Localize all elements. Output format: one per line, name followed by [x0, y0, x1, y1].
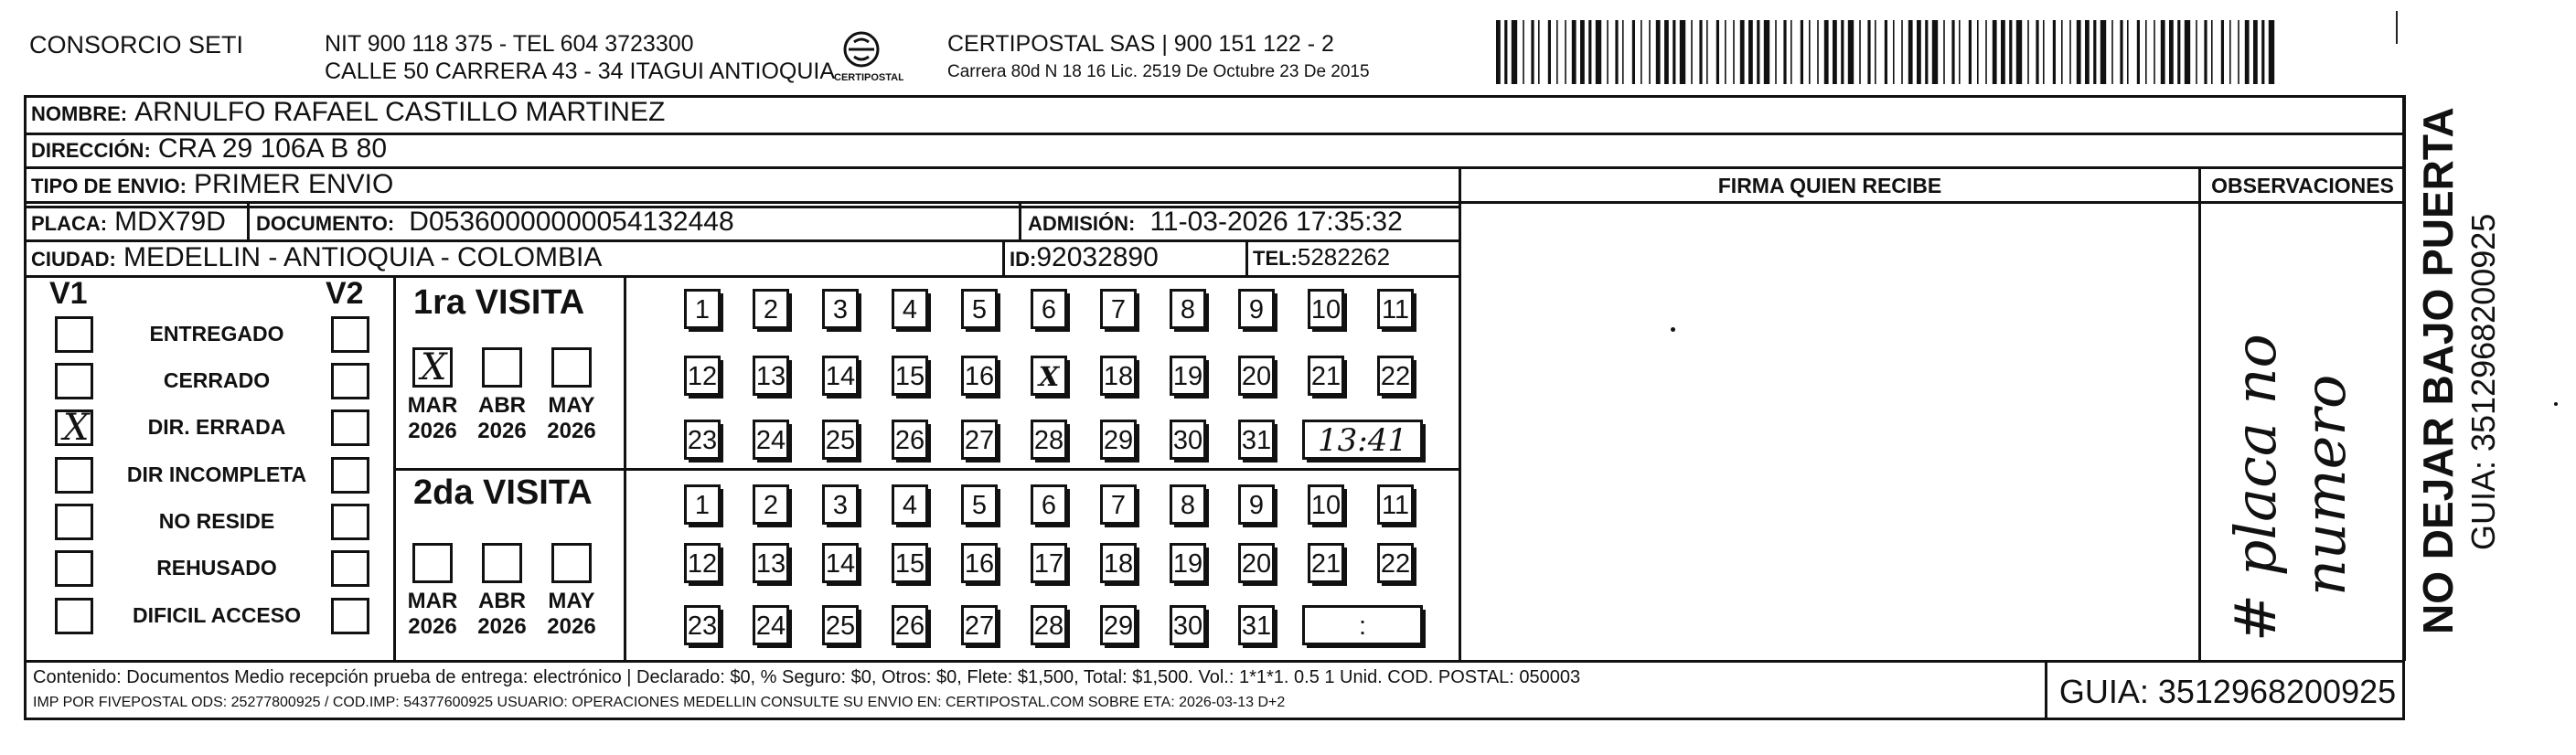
first-visit-day-box[interactable]: 10 [1308, 289, 1344, 329]
barcode-bar [2077, 20, 2081, 84]
barcode-bar [1757, 20, 1759, 84]
v2-checkbox[interactable] [331, 504, 369, 540]
v1-checkbox[interactable] [55, 550, 93, 587]
ciudad-label: CIUDAD: [31, 248, 116, 271]
barcode-bar [2016, 20, 2022, 84]
second-visit-time-box[interactable]: : [1302, 605, 1423, 645]
barcode-bar [1596, 20, 1601, 84]
barcode-bar [1740, 20, 1745, 84]
barcode-bar [1699, 20, 1702, 84]
first-visit-day-box[interactable]: 16 [961, 356, 998, 396]
second-visit-day-box[interactable]: 3 [822, 484, 859, 525]
barcode-bar [1841, 20, 1844, 84]
rule-6 [24, 275, 1459, 278]
admision-value: 11-03-2026 17:35:32 [1149, 207, 1403, 237]
first-visit-day-box[interactable]: 6 [1031, 289, 1067, 329]
documento-label: DOCUMENTO: [256, 212, 395, 235]
first-visit-day-box[interactable]: 13 [753, 356, 789, 396]
second-visit-day-box[interactable]: 31 [1238, 605, 1275, 645]
corner-mark [2396, 11, 2398, 44]
second-visit-year-label: 2026 [408, 614, 457, 639]
second-visit-day-box[interactable]: 4 [892, 484, 928, 525]
status-label: CERRADO [163, 368, 271, 392]
barcode-bar [1632, 20, 1635, 84]
tel-divider [1245, 239, 1248, 276]
v2-checkbox[interactable] [331, 409, 369, 446]
v1-checkbox[interactable] [55, 363, 93, 399]
barcode-bar [2196, 20, 2197, 84]
first-visit-day-box[interactable]: 20 [1238, 356, 1275, 396]
side-main-text: NO DEJAR BAJO PUERTA [2414, 107, 2462, 634]
barcode-bar [1548, 20, 1551, 84]
second-visit-day-box[interactable]: 22 [1377, 543, 1414, 583]
barcode-bar [1925, 20, 1928, 84]
barcode-bar [1733, 20, 1735, 84]
v2-checkbox[interactable] [331, 550, 369, 587]
first-visit-day-box[interactable]: 23 [684, 420, 721, 460]
nombre-row [31, 97, 665, 128]
barcode-bar [2177, 20, 2180, 84]
status-label: DIR INCOMPLETA [126, 463, 307, 486]
first-visit-day-box[interactable]: 18 [1100, 356, 1137, 396]
barcode-bar [1775, 20, 1777, 84]
first-visit-day-box[interactable]: 14 [822, 356, 859, 396]
documento-value: D05360000000054132448 [409, 207, 734, 237]
barcode-bar [1531, 20, 1534, 84]
first-visit-day-box[interactable]: 11 [1377, 289, 1414, 329]
footer-guia-divider [2045, 660, 2047, 720]
barcode-bar [2061, 20, 2063, 84]
barcode-bar [1764, 20, 1769, 84]
barcode-bar [2127, 20, 2129, 84]
second-visit-year-label: 2026 [547, 614, 596, 639]
barcode-bar [2120, 20, 2122, 84]
rule-footer [24, 660, 2405, 663]
second-visit-day-box[interactable]: 14 [822, 543, 859, 583]
barcode-bar [2093, 20, 2096, 84]
barcode-bar [1664, 20, 1669, 84]
first-visit-day-box[interactable]: 2 [753, 289, 789, 329]
second-visit-day-box[interactable]: 19 [1170, 543, 1206, 583]
first-visit-year-label: 2026 [408, 419, 457, 443]
second-visit-month-checkbox[interactable] [551, 543, 592, 583]
status-label: ENTREGADO [149, 322, 284, 346]
barcode-bar [1512, 20, 1517, 84]
barcode-bar [1615, 20, 1618, 84]
address-line: CALLE 50 CARRERA 43 - 34 ITAGUI ANTIOQUIA [325, 58, 836, 84]
barcode-bar [2211, 20, 2213, 84]
v2-checkbox[interactable] [331, 316, 369, 353]
first-visit-title: 1ra VISITA [413, 283, 585, 322]
first-visit-day-box[interactable]: 4 [892, 289, 928, 329]
first-visit-month-label: MAR [407, 393, 458, 418]
barcode-bar [2269, 20, 2274, 84]
barcode-bar [1572, 20, 1577, 84]
footer-line-1: Contenido: Documentos Medio recepción prueba de entrega: electrónico | Declarado: $0, % Seguro: $0, Otros: $0, Flete: $1,500, Total: $1,500. Vol.: 1*1*1. 0.5 1 Unid. COD. POSTAL: 050003 [33, 667, 1581, 687]
barcode-bar [1817, 20, 1819, 84]
v1-checkbox[interactable] [55, 457, 93, 494]
second-visit-day-box[interactable]: 26 [892, 605, 928, 645]
observation-line-1: # placa no [2222, 334, 2289, 642]
barcode-bar [1848, 20, 1854, 84]
v1-checkbox[interactable] [55, 598, 93, 634]
col-firma-left [1459, 166, 1461, 661]
footer-line-2: IMP POR FIVEPOSTAL ODS: 25277800925 / COD.IMP: 54377600925 USUARIO: OPERACIONES MEDELLIN CONSULTE SU ENVIO EN: CERTIPOSTAL.COM SOBRE ETA: 2026-03-13 D+2 [33, 695, 1286, 710]
first-visit-day-box[interactable]: 22 [1377, 356, 1414, 396]
certipostal-logo [830, 27, 903, 91]
ciudad-value: MEDELLIN - ANTIOQUIA - COLOMBIA [123, 242, 603, 272]
nombre-label: NOMBRE: [31, 102, 128, 125]
second-visit-title: 2da VISITA [413, 473, 593, 512]
id-label: ID: [1010, 248, 1037, 271]
barcode-bar [1649, 20, 1651, 84]
first-visit-day-box[interactable]: 1 [684, 289, 721, 329]
barcode-bar [1875, 20, 1876, 84]
barcode-bar [2043, 20, 2045, 84]
barcode-bar [1656, 20, 1661, 84]
barcode-bar [1943, 20, 1945, 84]
barcode-bar [2204, 20, 2207, 84]
barcode-bar [2169, 20, 2174, 84]
barcode-bar [1504, 20, 1507, 84]
second-visit-day-box[interactable]: 18 [1100, 543, 1137, 583]
barcode-bar [1673, 20, 1675, 84]
barcode-bar [1833, 20, 1837, 84]
placa-divider [247, 203, 250, 241]
direccion-value: CRA 29 106A B 80 [157, 133, 388, 164]
barcode-bar [2245, 20, 2250, 84]
barcode-bar [1959, 20, 1961, 84]
status-divider [393, 275, 396, 660]
barcode-bar [1985, 20, 1987, 84]
second-visit-day-box[interactable]: 12 [684, 543, 721, 583]
barcode-bar [1951, 20, 1954, 84]
tel-value: 5282262 [1297, 243, 1391, 271]
barcode-bar [2229, 20, 2231, 84]
barcode-bar [1706, 20, 1708, 84]
barcode-bar [2069, 20, 2071, 84]
barcode-bar [2085, 20, 2090, 84]
admision-cell [1028, 207, 1403, 238]
first-visit-day-box[interactable]: 28 [1031, 420, 1067, 460]
first-visit-day-box[interactable]: 15 [892, 356, 928, 396]
v2-checkbox[interactable] [331, 363, 369, 399]
second-visit-day-box[interactable]: 2 [753, 484, 789, 525]
barcode-bar [2009, 20, 2012, 84]
company-name: CONSORCIO SETI [29, 31, 244, 58]
second-visit-day-box[interactable]: 30 [1170, 605, 1206, 645]
status-label: DIR. ERRADA [147, 415, 286, 439]
barcode-bar [2111, 20, 2113, 84]
placa-cell [31, 207, 226, 238]
second-visit-day-box[interactable]: 29 [1100, 605, 1137, 645]
barcode-bar [1783, 20, 1786, 84]
second-visit-day-box[interactable]: 27 [961, 605, 998, 645]
first-visit-month-checkbox[interactable] [412, 347, 453, 388]
direccion-row [31, 133, 387, 165]
first-visit-day-box[interactable]: 29 [1100, 420, 1137, 460]
barcode-bar [1993, 20, 1997, 84]
second-visit-day-box[interactable]: 16 [961, 543, 998, 583]
first-visit-day-box[interactable]: 21 [1308, 356, 1344, 396]
footer-guia: GUIA: 3512968200925 [2058, 673, 2397, 710]
barcode-bar [1641, 20, 1642, 84]
first-visit-day-box[interactable]: 24 [753, 420, 789, 460]
barcode-bar [1969, 20, 1972, 84]
barcode-bar [2053, 20, 2056, 84]
first-visit-month-checkbox[interactable] [482, 347, 522, 388]
month-check-mark: X [421, 346, 447, 388]
rule-3 [24, 201, 2405, 204]
second-visit-day-box[interactable]: 23 [684, 605, 721, 645]
barcode-bar [2154, 20, 2155, 84]
id-cell [1010, 242, 1159, 273]
v1-check-mark: X [63, 407, 90, 449]
first-visit-day-box[interactable]: 7 [1100, 289, 1137, 329]
first-visit-day-box[interactable]: 27 [961, 420, 998, 460]
logo-text: CERTIPOSTAL [834, 72, 903, 83]
certipostal-line: CERTIPOSTAL SAS | 900 151 122 - 2 [947, 31, 1334, 57]
barcode-bar [1809, 20, 1811, 84]
barcode-bar [1496, 20, 1501, 84]
barcode-bar [2027, 20, 2029, 84]
second-visit-day-box[interactable]: 24 [753, 605, 789, 645]
barcode-bar [2100, 20, 2106, 84]
status-label: NO RESIDE [158, 509, 275, 533]
v2-checkbox[interactable] [331, 457, 369, 494]
barcode-bar [1824, 20, 1829, 84]
admision-label: ADMISIÓN: [1028, 212, 1136, 235]
barcode-bar [1588, 20, 1591, 84]
observation-handwriting [2200, 203, 2403, 660]
tipo-label: TIPO DE ENVIO: [31, 175, 187, 197]
barcode-bar [1580, 20, 1585, 84]
barcode-bar [1725, 20, 1726, 84]
license-line: Carrera 80d N 18 16 Lic. 2519 De Octubre 23 De 2015 [947, 62, 1370, 81]
second-visit-month-label: ABR [478, 589, 526, 613]
barcode-bar [2001, 20, 2005, 84]
firma-speck [1671, 327, 1675, 332]
first-visit-year-label: 2026 [477, 419, 527, 443]
barcode-bar [1680, 20, 1685, 84]
barcode-bar [1748, 20, 1753, 84]
first-visit-day-box[interactable]: 30 [1170, 420, 1206, 460]
observation-line-2: numero [2292, 374, 2358, 596]
id-value: 92032890 [1036, 242, 1159, 272]
first-visit-day-box[interactable]: 19 [1170, 356, 1206, 396]
barcode-bar [1716, 20, 1719, 84]
second-visit-day-box[interactable]: 10 [1308, 484, 1344, 525]
second-visit-day-box[interactable]: 1 [684, 484, 721, 525]
barcode-bar [1622, 20, 1624, 84]
barcode-bar [1917, 20, 1921, 84]
status-label: REHUSADO [156, 556, 277, 580]
second-visit-day-box[interactable]: 20 [1238, 543, 1275, 583]
side-guia-text: GUIA: 3512968200925 [2464, 213, 2502, 550]
first-visit-day-box[interactable]: 8 [1170, 289, 1206, 329]
first-visit-day-box[interactable]: 12 [684, 356, 721, 396]
status-label: DIFICIL ACCESO [132, 603, 301, 627]
barcode-bar [2253, 20, 2258, 84]
second-visit-month-label: MAY [548, 589, 595, 613]
nit-line: NIT 900 118 375 - TEL 604 3723300 [325, 31, 694, 57]
second-visit-day-box[interactable]: 8 [1170, 484, 1206, 525]
first-visit-month-label: MAY [548, 393, 595, 418]
barcode-bar [1523, 20, 1524, 84]
tipo-row [31, 169, 393, 200]
edge-speck [2554, 402, 2558, 406]
first-visit-month-label: ABR [478, 393, 526, 418]
placa-value: MDX79D [114, 207, 226, 237]
barcode-bar [1885, 20, 1887, 84]
second-visit-month-checkbox[interactable] [412, 543, 453, 583]
first-visit-day-box[interactable]: 25 [822, 420, 859, 460]
placa-label: PLACA: [31, 212, 108, 235]
second-visit-month-label: MAR [407, 589, 458, 613]
direccion-label: DIRECCIÓN: [31, 139, 151, 162]
second-visit-day-box[interactable]: 25 [822, 605, 859, 645]
tel-cell [1253, 242, 1390, 272]
second-visit-day-box[interactable]: 13 [753, 543, 789, 583]
v1-checkbox[interactable] [55, 407, 93, 449]
first-visit-month-checkbox[interactable] [551, 347, 592, 388]
barcode-bar [1790, 20, 1792, 84]
barcode-bar [1801, 20, 1803, 84]
v1-label: V1 [49, 276, 88, 311]
barcode-bar [1556, 20, 1558, 84]
v2-label: V2 [326, 276, 364, 311]
barcode-bar [1565, 20, 1566, 84]
second-visit-day-box[interactable]: 9 [1238, 484, 1275, 525]
second-visit-day-box[interactable]: 17 [1031, 543, 1067, 583]
id-divider [1002, 239, 1005, 276]
v1-checkbox[interactable] [55, 504, 93, 540]
first-visit-day-box[interactable]: 9 [1238, 289, 1275, 329]
admision-divider [1019, 203, 1021, 241]
month-divider [624, 275, 626, 660]
second-visit-day-box[interactable]: 5 [961, 484, 998, 525]
barcode-bar [1538, 20, 1540, 84]
second-visit-day-box[interactable]: 28 [1031, 605, 1067, 645]
second-visit-month-checkbox[interactable] [482, 543, 522, 583]
documento-cell [256, 207, 734, 238]
v1-checkbox[interactable] [55, 316, 93, 353]
ciudad-cell [31, 242, 602, 273]
second-visit-year-label: 2026 [477, 614, 527, 639]
second-visit-day-box[interactable]: 11 [1377, 484, 1414, 525]
observaciones-header: OBSERVACIONES [2211, 174, 2394, 197]
barcode-bar [1977, 20, 1979, 84]
second-visit-day-box[interactable]: 7 [1100, 484, 1137, 525]
barcode-bar [2145, 20, 2147, 84]
second-visit-day-box[interactable]: 6 [1031, 484, 1067, 525]
side-vertical-text [2405, 95, 2506, 660]
barcode-bar [1908, 20, 1913, 84]
second-visit-day-box[interactable]: 15 [892, 543, 928, 583]
second-visit-day-box[interactable]: 21 [1308, 543, 1344, 583]
first-visit-day-box[interactable]: X [1031, 356, 1067, 396]
barcode-bar [2137, 20, 2140, 84]
first-visit-day-box[interactable]: 5 [961, 289, 998, 329]
barcode-bar [2161, 20, 2165, 84]
barcode-bar [2036, 20, 2038, 84]
tipo-value: PRIMER ENVIO [193, 169, 394, 199]
v2-checkbox[interactable] [331, 598, 369, 634]
first-visit-day-box[interactable]: 3 [822, 289, 859, 329]
barcode-bar [1893, 20, 1895, 84]
barcode-bar [2221, 20, 2224, 84]
first-visit-year-label: 2026 [547, 419, 596, 443]
first-visit-day-box[interactable]: 31 [1238, 420, 1275, 460]
first-visit-day-box[interactable]: 26 [892, 420, 928, 460]
barcode-bar [2238, 20, 2239, 84]
barcode-bar [2185, 20, 2190, 84]
barcode-bar [1607, 20, 1609, 84]
barcode-bar [1691, 20, 1693, 84]
firma-header: FIRMA QUIEN RECIBE [1717, 174, 1942, 197]
barcode-bar [1932, 20, 1938, 84]
rule-visit-split [393, 468, 1459, 471]
barcode-bar [2261, 20, 2264, 84]
barcode [1496, 20, 2282, 84]
barcode-bar [1867, 20, 1870, 84]
first-visit-time-box[interactable]: 13:41 [1302, 420, 1423, 460]
nombre-value: ARNULFO RAFAEL CASTILLO MARTINEZ [134, 97, 666, 127]
barcode-bar [1901, 20, 1903, 84]
tel-label: TEL: [1253, 247, 1298, 270]
barcode-bar [1859, 20, 1861, 84]
